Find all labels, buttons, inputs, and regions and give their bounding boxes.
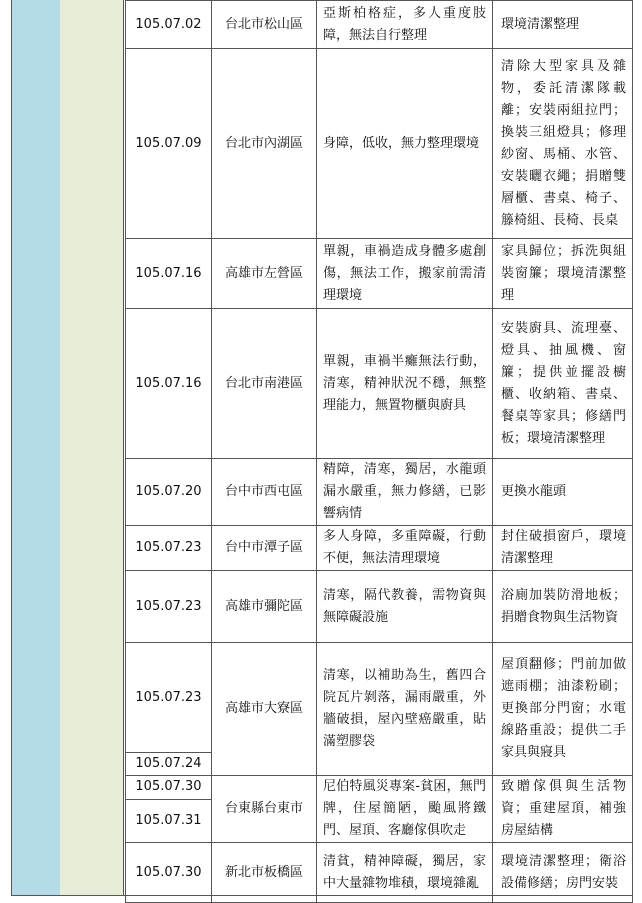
reason-cell: 單親，車禍造成身體多處創傷，無法工作，搬家前需清理環境 — [317, 239, 493, 309]
reason-cell: 清貧，精神障礙，獨居，家中大量雜物堆積，環境雜亂 — [317, 843, 493, 903]
reason-cell: 清寒，以補助為生，舊四合院瓦片剝落，漏雨嚴重，外牆破損，屋內壁癌嚴重，貼滿塑膠袋 — [317, 643, 493, 776]
date-cell: 105.07.30 — [126, 843, 212, 903]
location-cell: 台中市潭子區 — [212, 526, 317, 571]
table-row — [126, 776, 633, 800]
action-cell: 屋頂翻修；門前加做遮雨棚；油漆粉刷；更換部分門窗；水電線路重設；提供二手家具與寢具 — [493, 643, 633, 776]
action-cell: 浴廁加裝防滑地板；捐贈食物與生活物資 — [493, 571, 633, 643]
action-cell: 環境清潔整理；衛浴設備修繕；房門安裝 — [493, 843, 633, 903]
action-cell: 清除大型家具及雜物，委託清潔隊載離；安裝兩組拉門；換裝三組燈具；修理紗窗、馬桶、水管、安裝曬衣繩；捐贈雙層櫃、書桌、椅子、籐椅組、長椅、長桌 — [493, 49, 633, 239]
reason-cell: 多人身障，多重障礙，行動不便，無法清理環境 — [317, 526, 493, 571]
date-cell: 105.07.30 — [126, 776, 212, 800]
table-row — [126, 643, 633, 753]
table-row — [126, 1, 633, 49]
second-category-column — [60, 0, 124, 895]
date-cell: 105.07.23 — [126, 526, 212, 571]
table-row — [126, 571, 633, 643]
action-cell: 更換水龍頭 — [493, 459, 633, 526]
location-cell: 高雄市左營區 — [212, 239, 317, 309]
date-cell: 105.07.16 — [126, 239, 212, 309]
reason-cell: 清寒，隔代教養，需物資與無障礙設施 — [317, 571, 493, 643]
table-row — [126, 843, 633, 903]
reason-cell: 尼伯特風災專案-貧困，無門牌，住屋簡陋，颱風將鐵門、屋頂、客廳傢俱吹走 — [317, 776, 493, 843]
date-cell: 105.07.20 — [126, 459, 212, 526]
action-cell: 環境清潔整理 — [493, 1, 633, 49]
date-cell: 105.07.23 — [126, 571, 212, 643]
date-cell: 105.07.31 — [126, 799, 212, 842]
table-row — [126, 239, 633, 309]
action-cell: 家具歸位；拆洗與組裝窗簾；環境清潔整理 — [493, 239, 633, 309]
date-cell: 105.07.24 — [126, 753, 212, 776]
reason-cell: 亞斯柏格症，多人重度肢障，無法自行整理 — [317, 1, 493, 49]
table-row — [126, 526, 633, 571]
action-cell: 封住破損窗戶，環境清潔整理 — [493, 526, 633, 571]
action-cell: 安裝廚具、流理臺、燈具、抽風機、窗簾；提供並擺設櫥櫃、收納箱、書桌、餐桌等家具；修繕門板；環境清潔整理 — [493, 309, 633, 459]
table-row — [126, 309, 633, 459]
location-cell: 台中市西屯區 — [212, 459, 317, 526]
reason-cell: 單親，車禍半癱無法行動，清寒，精神狀況不穩，無整理能力，無置物櫃與廚具 — [317, 309, 493, 459]
date-cell: 105.07.16 — [126, 309, 212, 459]
date-cell: 105.07.02 — [126, 1, 212, 49]
table-row — [126, 459, 633, 526]
table-bottom-border — [11, 895, 632, 896]
location-cell: 台東縣台東市 — [212, 776, 317, 843]
location-cell: 高雄市彌陀區 — [212, 571, 317, 643]
location-cell: 台北市松山區 — [212, 1, 317, 49]
table-row — [126, 49, 633, 239]
date-cell: 105.07.23 — [126, 643, 212, 753]
reason-cell: 精障，清寒，獨居，水龍頭漏水嚴重，無力修繕，已影響病情 — [317, 459, 493, 526]
left-category-column — [11, 0, 61, 895]
location-cell: 台北市南港區 — [212, 309, 317, 459]
reason-cell: 身障，低收，無力整理環境 — [317, 49, 493, 239]
service-records-table — [125, 0, 633, 903]
location-cell: 台北市內湖區 — [212, 49, 317, 239]
location-cell: 新北市板橋區 — [212, 843, 317, 903]
action-cell: 致贈傢俱與生活物資；重建屋頂，補強房屋結構 — [493, 776, 633, 843]
date-cell: 105.07.09 — [126, 49, 212, 239]
location-cell: 高雄市大寮區 — [212, 643, 317, 776]
